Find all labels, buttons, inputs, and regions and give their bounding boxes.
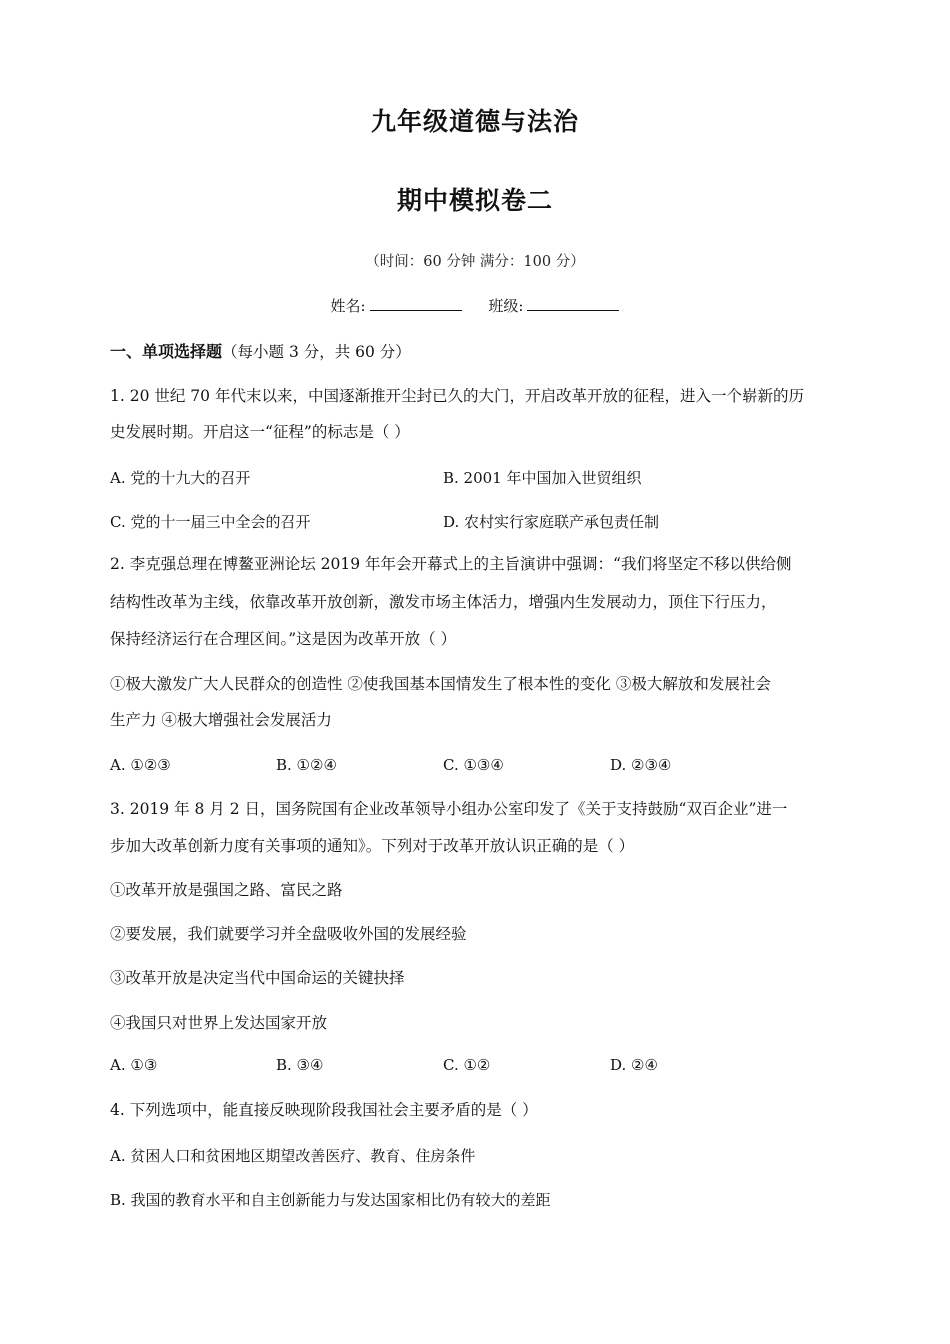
q3-statement-line: ③改革开放是决定当代中国命运的关键抉择 [110,969,405,987]
q4-option-b[interactable]: B. 我国的教育水平和自主创新能力与发达国家相比仍有较大的差距 [110,1191,551,1209]
section-note: （每小题 3 分，共 60 分） [222,343,411,361]
name-label: 姓名: [330,297,366,315]
q2-stem-line: 2. 李克强总理在博鳌亚洲论坛 2019 年年会开幕式上的主旨演讲中强调：“我们将坚定不移以供给侧 [110,555,792,573]
q3-statement-line: ④我国只对世界上发达国家开放 [110,1014,328,1032]
q3-option-c[interactable]: C. ①② [443,1056,491,1074]
q1-option-c[interactable]: C. 党的十一届三中全会的召开 [110,513,311,531]
q3-stem-line: 步加大改革创新力度有关事项的通知》。下列对于改革开放认识正确的是（ ） [110,837,635,855]
q4-option-a[interactable]: A. 贫困人口和贫困地区期望改善医疗、教育、住房条件 [110,1147,476,1165]
q2-option-c[interactable]: C. ①③④ [443,756,504,774]
name-class-row [0,294,950,316]
q3-option-a[interactable]: A. ①③ [110,1056,158,1074]
q2-statement-line: ①极大激发广大人民群众的创造性 ②使我国基本国情发生了根本性的变化 ③极大解放和发展社会 [110,675,771,693]
class-blank[interactable] [527,294,619,311]
q2-statement-line: 生产力 ④极大增强社会发展活力 [110,711,332,729]
q1-option-b[interactable]: B. 2001 年中国加入世贸组织 [443,469,642,487]
q1-stem-line: 1. 20 世纪 70 年代末以来，中国逐渐推开尘封已久的大门，开启改革开放的征程，进入一个崭新的历 [110,387,804,405]
page-subtitle: 期中模拟卷二 [396,186,553,215]
exam-info: （时间：60 分钟 满分：100 分） [365,254,585,270]
q1-option-a[interactable]: A. 党的十九大的召开 [110,469,251,487]
name-blank[interactable] [370,294,462,311]
q2-option-d[interactable]: D. ②③④ [610,756,672,774]
q2-stem-line: 保持经济运行在合理区间。”这是因为改革开放（ ） [110,630,457,648]
q3-option-b[interactable]: B. ③④ [276,1056,324,1074]
section-title: 一、单项选择题 [110,342,223,361]
q2-option-b[interactable]: B. ①②④ [276,756,337,774]
q1-option-d[interactable]: D. 农村实行家庭联产承包责任制 [443,513,660,531]
q3-option-d[interactable]: D. ②④ [610,1056,658,1074]
q1-stem-line: 史发展时期。开启这一“征程”的标志是（ ） [110,423,410,441]
q2-option-a[interactable]: A. ①②③ [110,756,171,774]
q3-statement-line: ①改革开放是强国之路、富民之路 [110,881,343,899]
q3-statement-line: ②要发展，我们就要学习并全盘吸收外国的发展经验 [110,925,467,943]
q3-stem-line: 3. 2019 年 8 月 2 日，国务院国有企业改革领导小组办公室印发了《关于支持鼓励“双百企业”进一 [110,800,788,818]
page-title: 九年级道德与法治 [370,107,579,136]
class-label: 班级: [488,297,524,315]
q4-stem-line: 4. 下列选项中，能直接反映现阶段我国社会主要矛盾的是（ ） [110,1101,538,1119]
q2-stem-line: 结构性改革为主线，依靠改革开放创新，激发市场主体活力，增强内生发展动力，顶住下行压力， [110,593,777,611]
section-heading [110,339,411,362]
